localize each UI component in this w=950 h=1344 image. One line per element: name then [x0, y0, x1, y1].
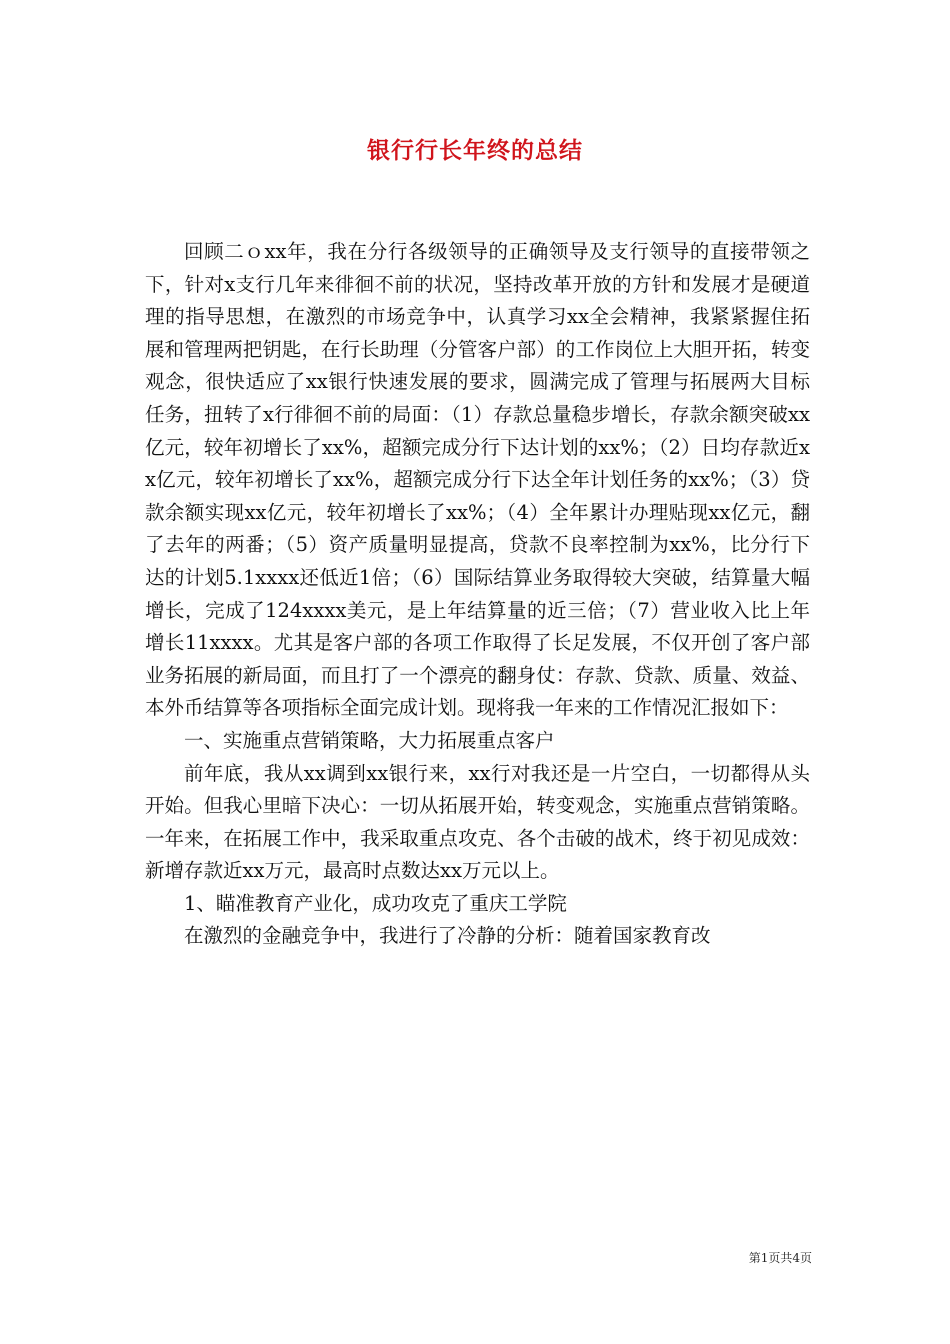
- document-title: 银行行长年终的总结: [367, 138, 583, 164]
- page-number: 第1页共4页: [748, 1251, 812, 1265]
- subsection-heading-1: 1、瞄准教育产业化，成功攻克了重庆工学院: [184, 891, 567, 915]
- paragraph-subsection-1: 在激烈的金融竞争中，我进行了冷静的分析：随着国家教育改: [184, 924, 711, 948]
- section-heading-1: 一、实施重点营销策略，大力拓展重点客户: [184, 728, 555, 752]
- document-body: [145, 236, 810, 953]
- paragraph-section-1: 前年底，我从xx调到xx银行来，xx行对我还是一片空白，一切都得从头开始。但我心里暗下决心：一切从拓展开始，转变观念，实施重点营销策略。一年来，在拓展工作中，我采取重点攻克、各个击破的战术，终于初见成效：新增存款近xx万元，最高时点数达xx万元以上。: [145, 761, 810, 883]
- paragraph-intro: 回顾二ｏxx年，我在分行各级领导的正确领导及支行领导的直接带领之下，针对x支行几年来徘徊不前的状况，坚持改革开放的方针和发展才是硬道理的指导思想，在激烈的市场竞争中，认真学习xx全会精神，我紧紧握住拓展和管理两把钥匙，在行长助理（分管客户部）的工作岗位上大胆开拓，转变观念，很快适应了xx银行快速发展的要求，圆满完成了管理与拓展两大目标任务，扭转了x行徘徊不前的局面：（1）存款总量稳步增长，存款余额突破xx亿元，较年初增长了xx%，超额完成分行下达计划的xx%；（2）日均存款近xx亿元，较年初增长了xx%，超额完成分行下达全年计划任务的xx%；（3）贷款余额实现xx亿元，较年初增长了xx%；（4）全年累计办理贴现xx亿元，翻了去年的两番；（5）资产质量明显提高，贷款不良率控制为xx%，比分行下达的计划5.1xxxx还低近1倍；（6）国际结算业务取得较大突破，结算量大幅增长，完成了124xxxx美元，是上年结算量的近三倍；（7）营业收入比上年增长11xxxx。尤其是客户部的各项工作取得了长足发展，不仅开创了客户部业务拓展的新局面，而且打了一个漂亮的翻身仗：存款、贷款、质量、效益、本外币结算等各项指标全面完成计划。现将我一年来的工作情况汇报如下：: [145, 240, 810, 720]
